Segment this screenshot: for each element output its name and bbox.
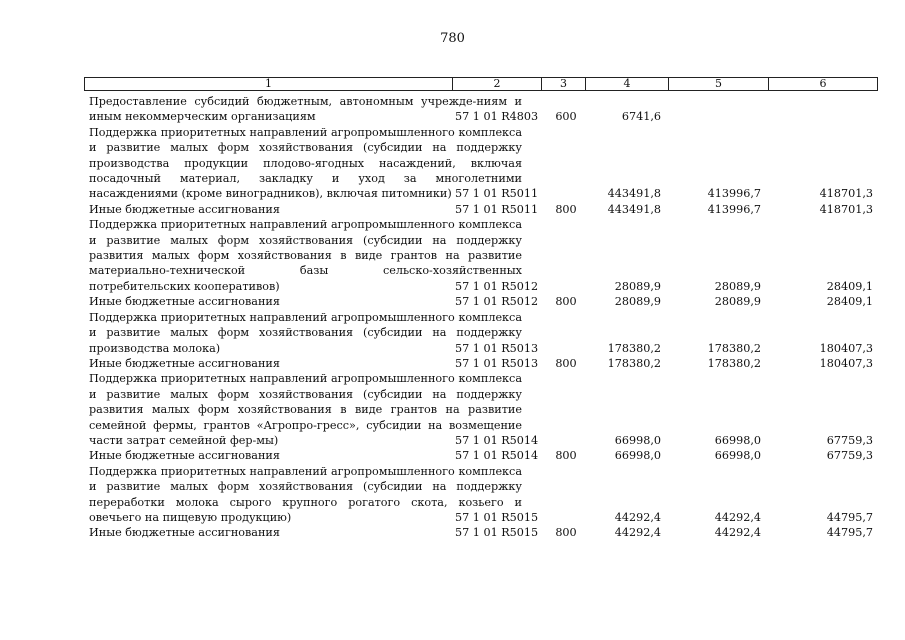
row-value-col4: 66998,0: [614, 433, 661, 447]
row-expense-type: 600: [555, 110, 577, 124]
row-name: Предоставление субсидий бюджетным, автономным учрежде-ниям и иным некоммерческим организациям: [89, 95, 522, 124]
header-col-5: 5: [669, 78, 769, 90]
header-col-1: 1: [85, 78, 453, 90]
header-col-2: 2: [453, 78, 542, 90]
row-value-col4: 44292,4: [614, 526, 661, 540]
row-value-col6: 44795,7: [826, 510, 873, 524]
table-header: [84, 77, 878, 91]
row-value-col4: 443491,8: [607, 202, 661, 216]
table-row: [84, 371, 878, 448]
row-expense-type: 800: [555, 202, 577, 216]
row-name: Иные бюджетные ассигнования: [89, 449, 280, 463]
row-value-col4: 44292,4: [614, 510, 661, 524]
row-value-col4: 28089,9: [614, 279, 661, 293]
row-value-col4: 66998,0: [614, 449, 661, 463]
row-value-col4: 443491,8: [607, 187, 661, 201]
table-row: [84, 525, 878, 540]
row-expense-type: 800: [555, 295, 577, 309]
row-code: 57 1 01 R5011: [455, 202, 539, 216]
table-row: [84, 202, 878, 217]
header-col-4: 4: [586, 78, 669, 90]
row-code: 57 1 01 R4803: [455, 110, 539, 124]
row-value-col5: 44292,4: [714, 510, 761, 524]
row-value-col5: 66998,0: [714, 433, 761, 447]
row-code: 57 1 01 R5013: [455, 341, 539, 355]
row-expense-type: 800: [555, 526, 577, 540]
table-row: [84, 356, 878, 371]
row-value-col4: 178380,2: [607, 341, 661, 355]
row-value-col6: 44795,7: [826, 526, 873, 540]
row-name: Поддержка приоритетных направлений агропромышленного комплекса и развитие малых форм хозяйствования (субсидии на поддержку переработки молока сырого крупного рогатого скота, козьего и овечьего на пищевую продукцию): [89, 464, 522, 524]
row-value-col5: 413996,7: [707, 187, 761, 201]
header-col-6: 6: [819, 77, 827, 90]
row-value-col5: 178380,2: [707, 356, 761, 370]
row-value-col5: 44292,4: [714, 526, 761, 540]
row-name: Иные бюджетные ассигнования: [89, 526, 280, 540]
row-code: 57 1 01 R5015: [455, 510, 539, 524]
row-name: Иные бюджетные ассигнования: [89, 356, 280, 370]
row-code: 57 1 01 R5012: [455, 295, 539, 309]
row-name: Иные бюджетные ассигнования: [89, 295, 280, 309]
row-name: Поддержка приоритетных направлений агропромышленного комплекса и развитие малых форм хозяйствования (субсидии на поддержку развития малых форм хозяйствования в виде грантов на развитие материально-технической базы сельско-хозяйственных потребительских кооперативов): [89, 218, 522, 293]
row-code: 57 1 01 R5012: [455, 279, 539, 293]
table-body: [84, 94, 878, 541]
row-value-col6: 418701,3: [819, 187, 873, 201]
row-value-col6: 180407,3: [819, 356, 873, 370]
row-value-col6: 418701,3: [819, 202, 873, 216]
row-value-col4: 6741,6: [621, 110, 661, 124]
row-name: Поддержка приоритетных направлений агропромышленного комплекса и развитие малых форм хозяйствования (субсидии на поддержку производства молока): [89, 310, 522, 355]
row-value-col6: 180407,3: [819, 341, 873, 355]
row-value-col6: 67759,3: [826, 449, 873, 463]
row-code: 57 1 01 R5015: [455, 526, 539, 540]
row-value-col5: 28089,9: [714, 279, 761, 293]
table-row: [84, 125, 878, 202]
row-value-col5: 413996,7: [707, 202, 761, 216]
row-code: 57 1 01 R5014: [455, 433, 539, 447]
row-expense-type: 800: [555, 449, 577, 463]
header-col-3: 3: [542, 78, 586, 90]
table-row: [84, 94, 878, 125]
table-row: [84, 294, 878, 309]
row-value-col5: 28089,9: [714, 295, 761, 309]
row-code: 57 1 01 R5013: [455, 356, 539, 370]
row-value-col4: 178380,2: [607, 356, 661, 370]
row-value-col6: 28409,1: [826, 279, 873, 293]
row-value-col5: 66998,0: [714, 449, 761, 463]
row-value-col6: 67759,3: [826, 433, 873, 447]
row-value-col5: 178380,2: [707, 341, 761, 355]
table-row: [84, 310, 878, 356]
row-value-col6: 28409,1: [826, 295, 873, 309]
row-name: Поддержка приоритетных направлений агропромышленного комплекса и развитие малых форм хозяйствования (субсидии на поддержку развития малых форм хозяйствования в виде грантов на развитие семейной фермы, грантов «Агропро-гресс», субсидии на возмещение части затрат семейной фер-мы): [89, 372, 522, 447]
row-code: 57 1 01 R5011: [455, 187, 539, 201]
page-number: 780: [440, 31, 465, 46]
row-code: 57 1 01 R5014: [455, 449, 539, 463]
table-row: [84, 217, 878, 294]
table-row: [84, 448, 878, 463]
row-expense-type: 800: [555, 356, 577, 370]
table-row: [84, 464, 878, 526]
row-name: Иные бюджетные ассигнования: [89, 202, 280, 216]
row-name: Поддержка приоритетных направлений агропромышленного комплекса и развитие малых форм хозяйствования (субсидии на поддержку производства продукции плодово-ягодных насаждений, включая посадочный материал, закладку и уход за многолетними насаждениями (кроме виноградников), включая питомники): [89, 125, 522, 201]
row-value-col4: 28089,9: [614, 295, 661, 309]
